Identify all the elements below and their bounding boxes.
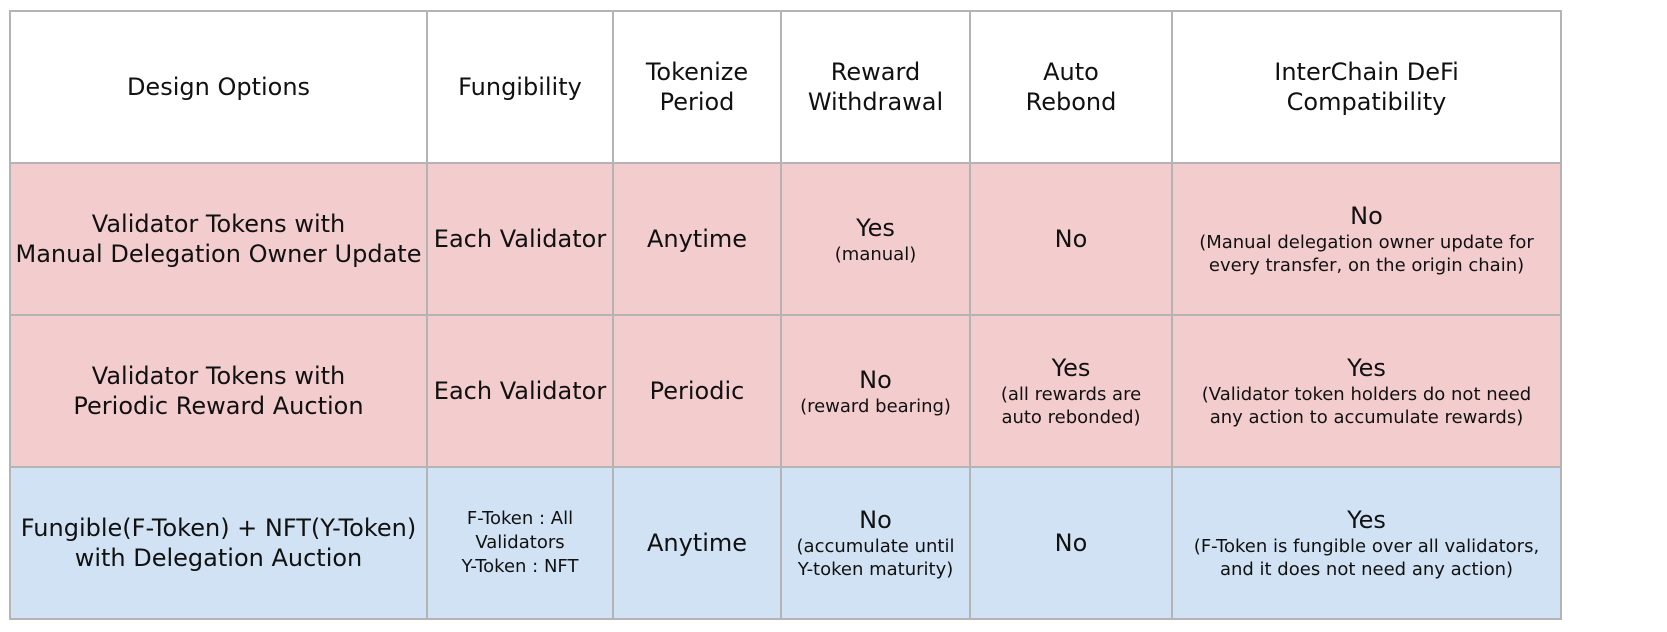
cell-note: (manual)	[834, 243, 917, 265]
cell-line: Each Validator	[433, 377, 607, 405]
cell-note: (Validator token holders do not need	[1201, 384, 1532, 405]
table-row	[10, 315, 1561, 467]
cell-note: auto rebonded)	[1001, 407, 1141, 428]
header-reward-withdrawal	[781, 11, 970, 163]
cell-line: Validators	[475, 532, 565, 553]
comparison-table	[9, 10, 1562, 620]
cell-design-option	[10, 315, 427, 467]
cell-value: No	[1054, 225, 1088, 253]
cell-tokenize-period	[613, 315, 781, 467]
cell-note: any action to accumulate rewards)	[1209, 407, 1524, 428]
cell-auto-rebond	[970, 315, 1172, 467]
cell-value: No	[1350, 202, 1383, 230]
cell-tokenize-period	[613, 467, 781, 619]
cell-note: Y-token maturity)	[797, 559, 954, 580]
cell-fungibility	[427, 163, 613, 315]
cell-line: Validator Tokens with	[91, 210, 346, 238]
cell-line: Anytime	[646, 225, 748, 253]
cell-line: with Delegation Auction	[74, 544, 363, 572]
header-tokenize-period	[613, 11, 781, 163]
cell-value: Yes	[856, 213, 895, 242]
cell-note: (accumulate until	[796, 536, 955, 557]
cell-value: Yes	[1347, 354, 1386, 382]
cell-note: (all rewards are	[1000, 384, 1142, 405]
cell-note: and it does not need any action)	[1219, 559, 1514, 580]
header-fungibility	[427, 11, 613, 163]
cell-line: Manual Delegation Owner Update	[15, 240, 422, 268]
cell-fungibility	[427, 315, 613, 467]
header-auto-rebond	[970, 11, 1172, 163]
cell-line: Periodic Reward Auction	[73, 392, 364, 420]
header-line: Compatibility	[1286, 88, 1447, 116]
header-interchain-defi	[1172, 11, 1561, 163]
cell-auto-rebond	[970, 163, 1172, 315]
cell-line: Fungible(F-Token) + NFT(Y-Token)	[20, 514, 417, 542]
cell-note: every transfer, on the origin chain)	[1208, 255, 1525, 276]
cell-value: Yes	[1051, 354, 1091, 382]
table-row	[10, 163, 1561, 315]
cell-reward-withdrawal	[781, 315, 970, 467]
cell-line: Anytime	[646, 529, 748, 557]
cell-interchain-defi	[1172, 315, 1561, 467]
cell-value: No	[859, 506, 892, 534]
cell-line: F-Token : All	[466, 508, 574, 529]
header-row	[10, 11, 1561, 163]
cell-design-option	[10, 163, 427, 315]
cell-fungibility	[427, 467, 613, 619]
cell-note: (F-Token is fungible over all validators,	[1193, 536, 1540, 557]
header-line: InterChain DeFi	[1274, 58, 1459, 86]
cell-tokenize-period	[613, 163, 781, 315]
cell-reward-withdrawal	[781, 163, 970, 315]
cell-design-option	[10, 467, 427, 619]
cell-interchain-defi	[1172, 467, 1561, 619]
cell-line: Y-Token : NFT	[461, 556, 579, 577]
table-row	[10, 467, 1561, 619]
cell-line: Periodic	[649, 377, 745, 405]
cell-value: Yes	[1347, 506, 1386, 534]
cell-note: (Manual delegation owner update for	[1199, 232, 1534, 253]
cell-interchain-defi	[1172, 163, 1561, 315]
cell-value: No	[1054, 529, 1088, 557]
header-line: Fungibility	[458, 73, 582, 101]
header-line: Withdrawal	[807, 88, 944, 116]
header-line: Period	[659, 88, 735, 116]
header-line: Design Options	[126, 73, 311, 101]
header-line: Reward	[830, 58, 921, 86]
cell-reward-withdrawal	[781, 467, 970, 619]
cell-line: Each Validator	[433, 225, 607, 253]
header-design-options	[10, 11, 427, 163]
cell-line: Validator Tokens with	[91, 362, 346, 390]
header-line: Rebond	[1025, 88, 1117, 116]
header-line: Tokenize	[645, 58, 749, 86]
cell-note: (reward bearing)	[800, 395, 951, 417]
header-line: Auto	[1043, 58, 1099, 86]
cell-auto-rebond	[970, 467, 1172, 619]
cell-value: No	[859, 365, 892, 394]
